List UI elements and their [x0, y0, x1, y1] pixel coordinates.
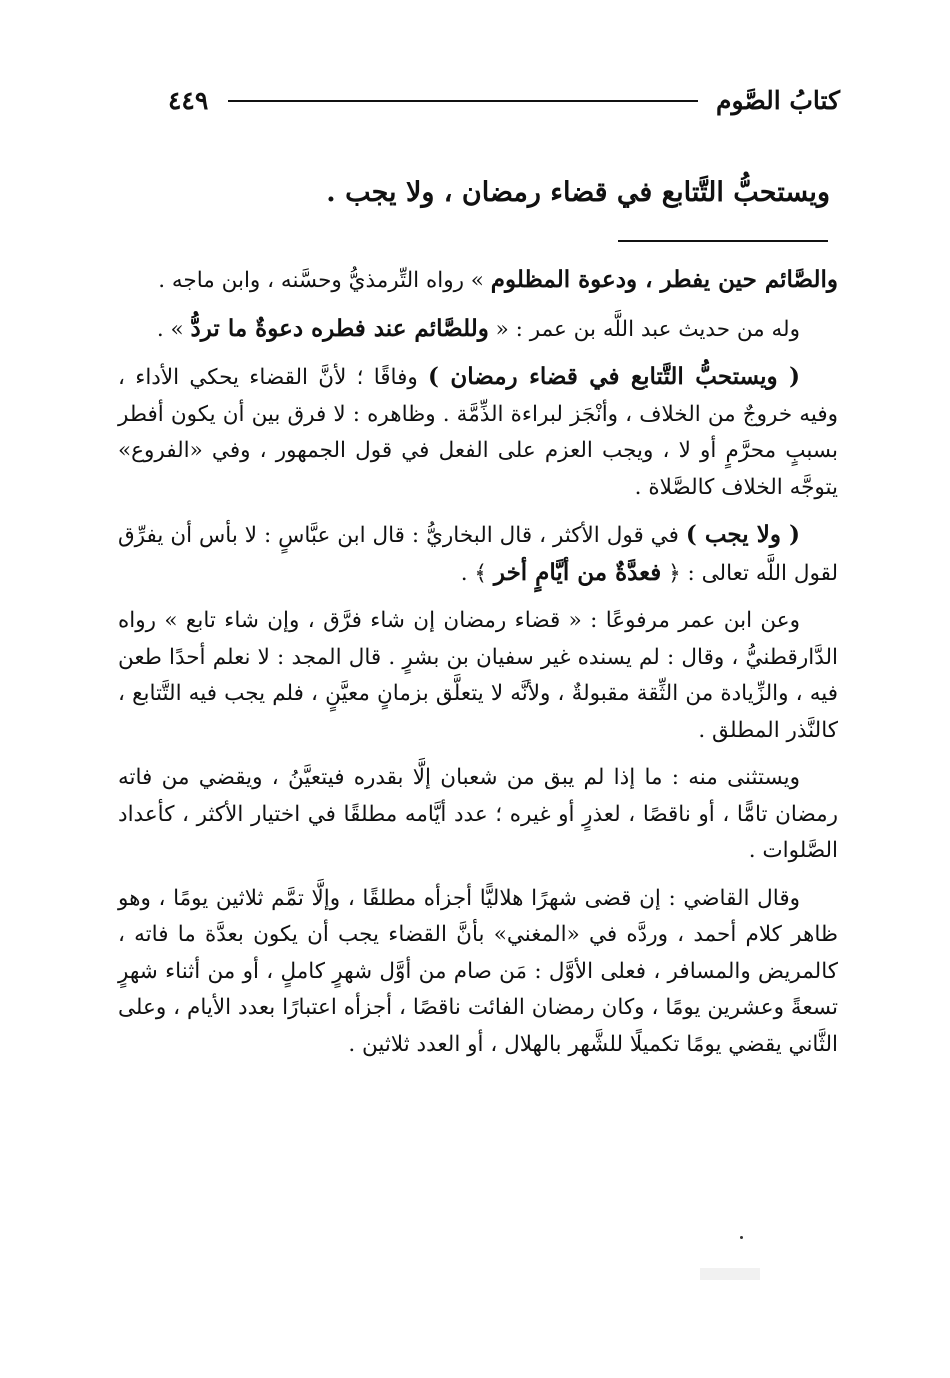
text-run: وله من حديث عبد اللَّه بن عمر : «: [488, 316, 800, 342]
text-run: » .: [156, 316, 191, 342]
book-title: كتابُ الصَّوم: [716, 86, 840, 115]
text-run: وفاقًا ؛ لأنَّ القضاء يحكي الأداء ، وفيه خروجٌ من الخلاف ، وأنْجَز لبراءة الذِّمَّة . وظاهره : لا فرق بين أن يكون أفطر بسببٍ محرَّمٍ أو لا ، ويجب العزم على الفعل في قول الجمهور ، وفي «الفروع» يتوجَّه الخلاف كالصَّلاة .: [118, 365, 838, 500]
bold-phrase: فعدَّةٌ من أيَّامٍ أخر: [493, 558, 662, 586]
matn-text: ويستحبُّ التَّتابع في قضاء رمضان ، ولا يجب .: [326, 177, 830, 208]
paragraph: [118, 311, 838, 349]
paragraph: [118, 517, 838, 592]
paragraph: [118, 603, 838, 749]
scan-smudge: [700, 1268, 760, 1280]
running-header: [150, 80, 840, 124]
text-run: وعن ابن عمر مرفوعًا : « قضاء رمضان إن شاء فرَّق ، وإن شاء تابع » رواه الدَّارقطنيُّ ، وقال : لم يسنده غير سفيان بن بشرٍ . قال المجد : لا نعلم أحدًا طعن فيه ، والزِّيادة من الثِّقة مقبولةٌ ، ولأنَّه لا يتعلَّق بزمانٍ معيَّنٍ ، فلم يجب فيه التَّتابع ، كالنَّذر المطلق .: [118, 608, 838, 743]
bold-phrase: والصَّائم حين يفطر ، ودعوة المظلوم: [490, 266, 838, 293]
bold-phrase: ( ولا يجب ): [685, 521, 801, 548]
paragraph: [118, 760, 838, 870]
text-run: ويستثنى منه : ما إذا لم يبق من شعبان إلَّا بقدره فيتعيَّنُ ، ويقضي من فاته رمضان تامًّا ، أو ناقصًا ، لعذرٍ أو غيره ؛ عدد أيَّامه مطلقًا في اختيار الأكثر ، كأعداد الصَّلوات .: [118, 765, 838, 863]
scan-speck: [740, 1236, 743, 1239]
paragraph: [118, 881, 838, 1064]
page-number: ٤٤٩: [168, 86, 209, 115]
paragraph: [118, 359, 838, 506]
bold-phrase: ( ويستحبُّ التَّتابع في قضاء رمضان ): [428, 363, 800, 390]
bold-phrase: وللصَّائم عند فطره دعوةٌ ما تردُّ: [190, 314, 489, 342]
text-run: » رواه التِّرمذيُّ وحسَّنه ، وابن ماجه .: [158, 268, 491, 293]
text-run: ﴾ .: [460, 560, 494, 586]
paragraph: [118, 262, 838, 300]
separator-rule: [618, 240, 828, 242]
commentary-body: [118, 262, 838, 1074]
text-run: في قول الأكثر ، قال البخاريُّ : قال ابن عبَّاسٍ : لا بأس أن يفرِّق لقول اللَّه تعالى : ﴿: [118, 523, 838, 586]
text-run: وقال القاضي : إن قضى شهرًا هلاليًّا أجزأه مطلقًا ، وإلَّا تمَّم ثلاثين يومًا ، وهو ظاهر كلام أحمد ، وردَّه في «المغني» بأنَّ القضاء يجب أن يكون بعدَّة ما فاته ، كالمريض والمسافر ، فعلى الأوَّل : مَن صام من أوَّل شهرٍ كاملٍ ، أو من أثناء شهرٍ تسعةً وعشرين يومًا ، وكان رمضان الفائت ناقصًا ، أجزأه اعتبارًا بعدد الأيام ، وعلى الثَّاني يقضي يومًا تكميلًا للشَّهر بالهلال ، أو العدد ثلاثين .: [118, 885, 838, 1057]
header-rule: [228, 100, 698, 102]
